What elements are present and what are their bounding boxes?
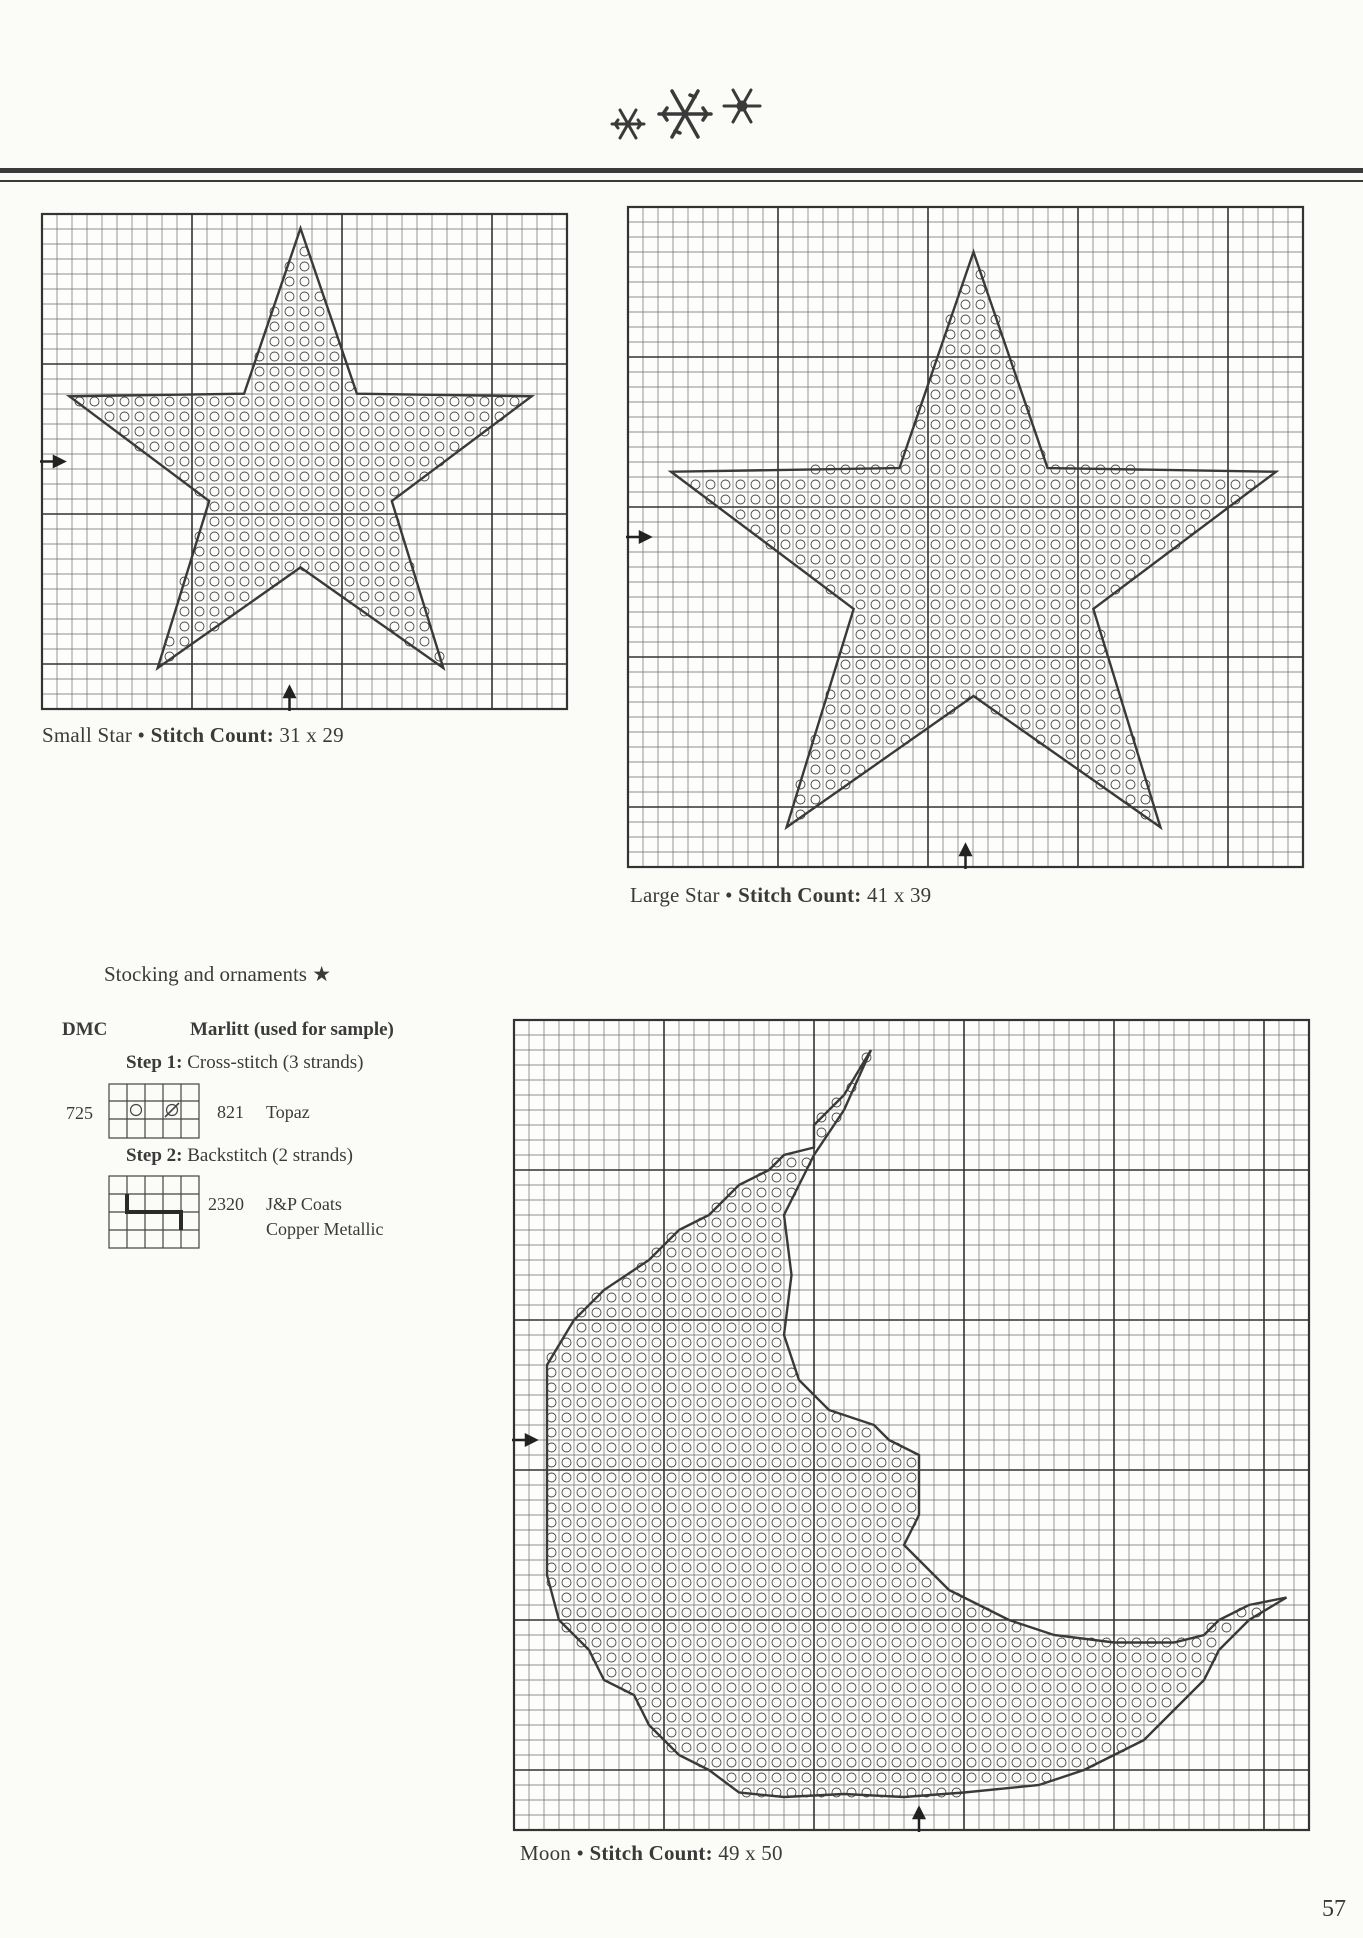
stitch-count-label: Stitch Count: [738, 883, 862, 907]
step1-code: 821 [217, 1102, 244, 1122]
snowflakes-icon [600, 80, 770, 150]
backstitch-symbol-icon [108, 1175, 200, 1249]
page-number: 57 [1322, 1896, 1346, 1922]
legend-col-marlitt: Marlitt (used for sample) [190, 1019, 394, 1040]
step1-dmc-number: 725 [66, 1103, 93, 1123]
small-star-chart-grid [40, 212, 569, 711]
large-star-stitch-count: 41 x 39 [866, 883, 932, 907]
small-star-name: Small Star [42, 723, 133, 747]
small-star-chart [40, 212, 569, 711]
step2-symbol-box [108, 1175, 200, 1254]
legend-title [104, 962, 331, 987]
small-star-stitch-count: 31 x 29 [279, 723, 344, 747]
step1-label: Step 1: [126, 1052, 183, 1073]
step2-code: 2320 [208, 1194, 244, 1214]
caption-separator: • [725, 883, 733, 907]
legend-col-dmc: DMC [62, 1019, 108, 1040]
moon-caption [520, 1841, 783, 1866]
large-star-chart-grid [626, 205, 1305, 869]
step2-text: Backstitch (2 strands) [187, 1145, 353, 1166]
large-star-chart [626, 205, 1305, 869]
stitch-count-label: Stitch Count: [589, 1841, 713, 1865]
moon-chart-grid [512, 1018, 1311, 1832]
legend-step1 [126, 1052, 364, 1074]
stitch-count-label: Stitch Count: [150, 723, 274, 747]
header-rule-thin [0, 180, 1363, 182]
step2-line2: Copper Metallic [266, 1219, 384, 1239]
snowflakes-decoration [600, 80, 770, 150]
small-star-background [42, 214, 567, 709]
moon-chart [512, 1018, 1311, 1832]
step1-color: Topaz [266, 1102, 310, 1122]
step1-text: Cross-stitch (3 strands) [187, 1052, 364, 1073]
large-star-name: Large Star [630, 883, 720, 907]
moon-stitch-count: 49 x 50 [718, 1841, 783, 1865]
small-star-caption [42, 723, 344, 748]
step2-label: Step 2: [126, 1145, 183, 1166]
header-rule-thick [0, 168, 1363, 173]
star-symbol: ★ [312, 962, 332, 986]
caption-separator: • [137, 723, 146, 747]
large-star-caption [630, 883, 931, 908]
moon-name: Moon [520, 1841, 571, 1865]
cross-stitch-symbol-icon [108, 1083, 200, 1139]
legend-step2 [126, 1145, 353, 1167]
step2-line1: J&P Coats [266, 1194, 342, 1214]
step1-symbol-box [108, 1083, 200, 1144]
legend-title-text: Stocking and ornaments [104, 962, 307, 986]
caption-separator: • [576, 1841, 584, 1865]
